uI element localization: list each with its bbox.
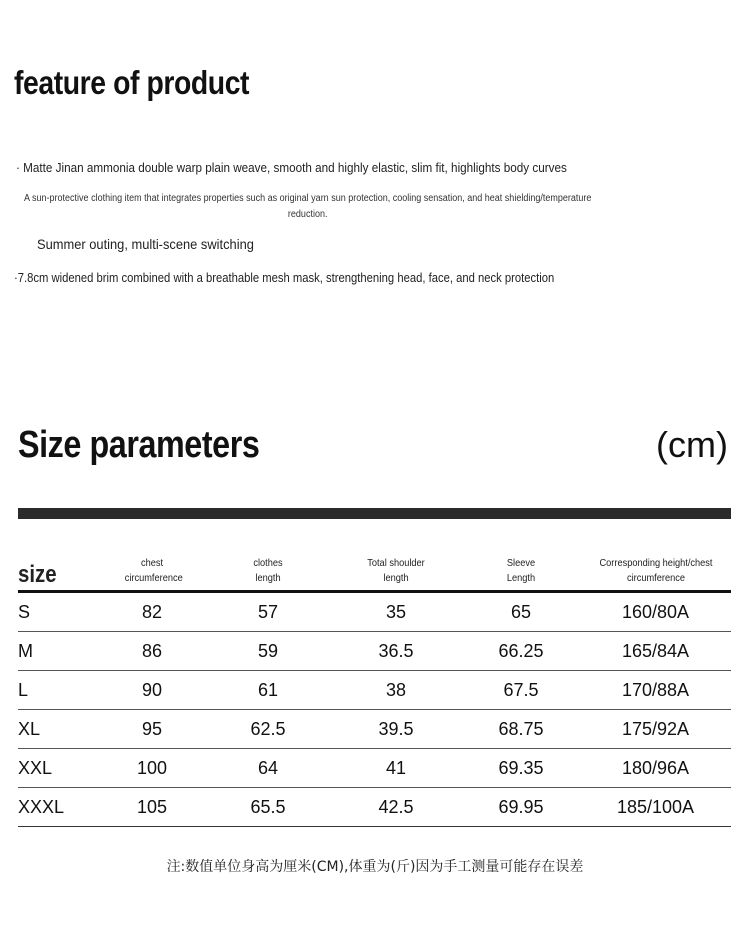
cell-size: S — [18, 592, 98, 632]
cell-shoulder: 38 — [330, 671, 462, 710]
cell-chest: 100 — [98, 749, 206, 788]
feature-line-fabric: · Matte Jinan ammonia double warp plain weave, smooth and highly elastic, slim fit, highlights body curves — [16, 160, 567, 175]
table-row — [18, 592, 731, 632]
cell-length: 59 — [206, 632, 330, 671]
header-sleeve-length: Sleeve Length — [462, 542, 580, 592]
cell-shoulder: 39.5 — [330, 710, 462, 749]
table-header-row — [18, 542, 731, 592]
cell-size: XL — [18, 710, 98, 749]
size-parameters-title: Size parameters — [18, 424, 260, 466]
cell-length: 57 — [206, 592, 330, 632]
cell-length: 61 — [206, 671, 330, 710]
feature-line-summer-outing: Summer outing, multi-scene switching — [37, 236, 254, 252]
header-clothes-length: clothes length — [206, 542, 330, 592]
table-row — [18, 710, 731, 749]
table-row — [18, 788, 731, 827]
header-size: size — [18, 542, 98, 592]
table-row — [18, 671, 731, 710]
section-divider-bar — [18, 508, 731, 519]
cell-length: 64 — [206, 749, 330, 788]
feature-line-sun-protection: A sun-protective clothing item that integrates properties such as original yarn sun protection, cooling sensation, and heat shielding/temperature reduction. — [24, 193, 592, 220]
cell-height-chest: 160/80A — [580, 592, 731, 632]
cell-size: M — [18, 632, 98, 671]
cell-shoulder: 36.5 — [330, 632, 462, 671]
cell-sleeve: 68.75 — [462, 710, 580, 749]
cell-chest: 82 — [98, 592, 206, 632]
cell-length: 62.5 — [206, 710, 330, 749]
cell-sleeve: 69.95 — [462, 788, 580, 827]
cell-chest: 90 — [98, 671, 206, 710]
feature-title: feature of product — [14, 64, 250, 101]
cell-chest: 105 — [98, 788, 206, 827]
cell-shoulder: 35 — [330, 592, 462, 632]
cell-size: XXXL — [18, 788, 98, 827]
cell-chest: 95 — [98, 710, 206, 749]
size-table — [18, 542, 731, 827]
cell-sleeve: 66.25 — [462, 632, 580, 671]
cell-chest: 86 — [98, 632, 206, 671]
cell-shoulder: 41 — [330, 749, 462, 788]
cell-sleeve: 67.5 — [462, 671, 580, 710]
cell-height-chest: 175/92A — [580, 710, 731, 749]
cell-height-chest: 170/88A — [580, 671, 731, 710]
cell-height-chest: 185/100A — [580, 788, 731, 827]
cell-shoulder: 42.5 — [330, 788, 462, 827]
header-chest-circumference: chest circumference — [98, 542, 206, 592]
unit-label: (cm) — [656, 424, 728, 465]
cell-size: L — [18, 671, 98, 710]
table-row — [18, 749, 731, 788]
cell-length: 65.5 — [206, 788, 330, 827]
measurement-footnote: 注:数值单位身高为厘米(CM),体重为(斤)因为手工测量可能存在误差 — [166, 859, 584, 875]
cell-height-chest: 165/84A — [580, 632, 731, 671]
cell-sleeve: 65 — [462, 592, 580, 632]
cell-sleeve: 69.35 — [462, 749, 580, 788]
feature-line-brim: ·7.8cm widened brim combined with a breathable mesh mask, strengthening head, face, and neck protection — [14, 271, 555, 285]
header-total-shoulder-length: Total shoulder length — [330, 542, 462, 592]
header-height-chest: Corresponding height/chest circumference — [580, 542, 731, 592]
cell-height-chest: 180/96A — [580, 749, 731, 788]
table-row — [18, 632, 731, 671]
cell-size: XXL — [18, 749, 98, 788]
